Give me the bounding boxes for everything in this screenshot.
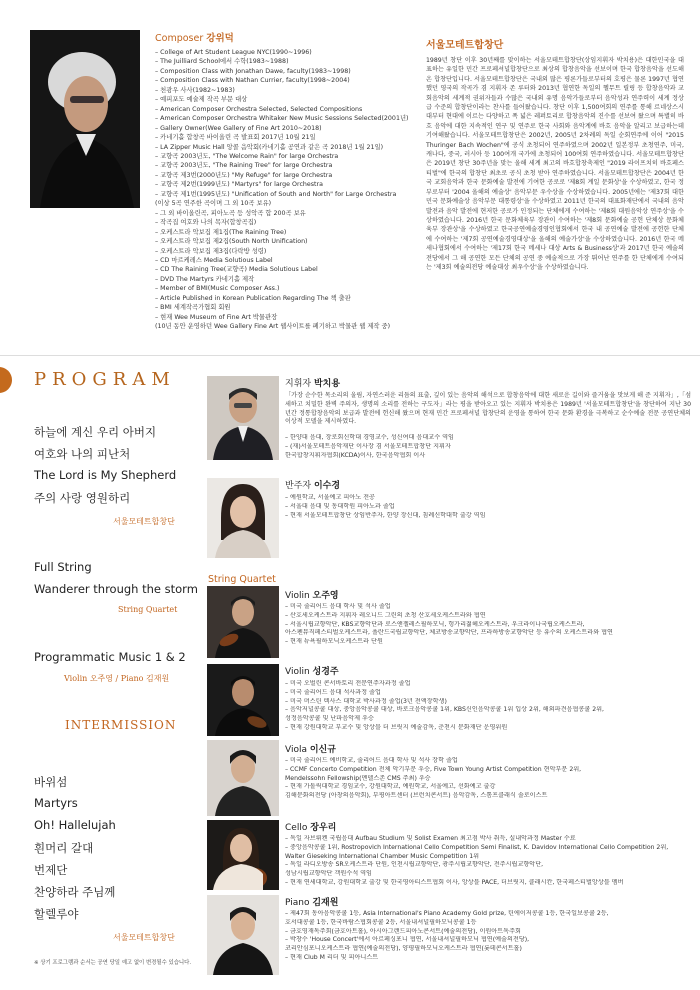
portrait-illustration — [207, 478, 279, 558]
performer-bio-item: – CCMF Concerto Competition 전체 악기부문 우승, Five Town Young Artist Competition 현악부문 2위, — [285, 765, 582, 773]
portrait-illustration — [207, 376, 279, 460]
violist-photo — [207, 740, 279, 816]
performer-role: Viola — [285, 745, 307, 755]
performer-name: 이신규 — [309, 745, 336, 755]
choir-heading: 서울모테트합창단 — [426, 40, 504, 51]
composer-bio-item: (10년 동안 운영하던 Wee Gallery Fine Art 웹사이트를 폐기하고 박물관 웹 제작 중) — [155, 323, 391, 331]
performer-heading — [285, 895, 338, 908]
accompanist-photo — [207, 478, 279, 558]
program-footnote: ※ 상기 프로그램과 순서는 공연 당일 예고 없이 변경될수 있습니다. — [34, 960, 192, 966]
performer-bio-item: – 현재 연세대학교, 강원대학교 출강 및 한국영아티스트협회 이사, 앙상블 PACE, 더브릿지, 클래시칸, 한국페스티벌앙상블 멤버 — [285, 878, 624, 886]
program-performer: Violin 오주영 / Piano 김재원 — [64, 674, 170, 683]
conductor-photo — [207, 376, 279, 460]
program-item: Oh! Hallelujah — [34, 818, 116, 832]
composer-bio-item: – 오케스트라 악보집 제1집(The Raining Tree) — [155, 228, 287, 236]
program-item: 흰머리 갈대 — [34, 841, 94, 855]
composer-heading — [155, 30, 234, 44]
pianist-photo — [207, 895, 279, 975]
performer-bio-item: – 음악저널콩쿨 대상, 중앙음악콩쿨 대상, 바로크음악콩쿨 1위, KBS신인음악콩쿨 1위 입상 2위, 해외파견음협콩쿨 2위, — [285, 706, 604, 714]
performer-bio-item: Mendelssohn Fellowship(멘델스존 CMS 주최) 우승 — [285, 774, 431, 782]
portrait-illustration — [207, 586, 279, 658]
composer-bio-item: – Composition Class with Jonathan Dawe, faculty(1983~1998) — [155, 67, 351, 75]
composer-bio-item: – American Composer Orchestra Selected, Selected Compositions — [155, 105, 363, 113]
composer-bio-item: – 천광우 사사(1982~1983) — [155, 86, 235, 94]
performer-bio-item: – 미국 오벌린 콘서바토리 전문연주자과정 졸업 — [285, 680, 411, 687]
performer-bio — [285, 680, 693, 733]
performer-bio-item: – 독일 라디오방송 SR오케스트라 단원, 인천시립교향악단, 광주시립교향악단, 전주시립교향악단, — [285, 861, 544, 869]
performer-name: 장우리 — [310, 823, 337, 833]
performer-bio-item: – 독일 자브뤼켄 국립음대 Aufbau Studium 및 Solist Examen 최고점 박사 취득, 실내악과정 Master 수료 — [285, 835, 576, 842]
composer-photo — [30, 30, 140, 208]
program-item: 번제단 — [34, 863, 68, 877]
string-quartet-heading: String Quartet — [208, 574, 276, 585]
performer-bio-item: – 서울시립교향악단, KBS교향악단과 로스앤젤레스필하모닉, 헝가리젊헤오케스트라, 우크라이나국립오케스트라, — [285, 620, 585, 628]
composer-bio-item: – CD 마르케레스 Media Solutious Label — [155, 256, 273, 264]
composer-portrait-illustration — [30, 30, 140, 208]
composer-bio-item: – LA Zipper Music Hall 앙콜 음악회(카네기홀 공연과 같은 곡 2018년 1월 21일) — [155, 143, 384, 151]
cellist-photo — [207, 820, 279, 890]
performer-paragraph: 「가장 순수한 목소리의 울림, 자연스러운 리듬의 표출, 깊이 있는 음악의 해석으로 합창음악에 대한 새로운 길이와 즐거움을 맛보게 해 준 지휘자」,「섬세하고 치밀한 완벽 주의자, 생명의 소리를 전하는 구도자」라는 평을 받아오고 있는 지휘자 박치용은 1989년 '서울모테트합창단'을 창단하여 지난 30년간 정통합창음악의 보급과 발전에 헌신해 왔으며 현재 민간 프로페셔널 합창단의 운영을 통하여 한국 문화 환경을 극복하고 순수예술 전문 공연단체의 이상적 모델을 제시하였다. — [285, 392, 691, 426]
program-item: 하늘에 계신 우리 아버지 — [34, 425, 157, 439]
composer-bio-item: – 교향곡 제3번(2000년도) "My Refuge" for large Orchestra — [155, 171, 333, 179]
performer-bio — [285, 757, 693, 801]
performer-bio-item: – 박창수 'House Concert'에서 아르페싱포니 협연, 서울내셔널필하모닉 협연(예술의전당), — [285, 936, 530, 944]
performer-bio-item: – 현재 서울모테트합창단 상임반주자, 한양 장신대, 침례신학대학 출강 역임 — [285, 511, 486, 519]
program-item: Martyrs — [34, 796, 78, 810]
performer-bio-item: – 미국 줄리어드 음대 학사 및 석사 졸업 — [285, 603, 391, 610]
performer-heading — [285, 664, 339, 677]
performer-heading — [285, 588, 339, 601]
program-item: 바위섬 — [34, 775, 68, 789]
composer-bio-item: – DVD The Martyrs 카네기홀 제작 — [155, 275, 255, 283]
performer-bio-item: 아스펜뮤직페스티벌오케스트라, 폴란드국립교향악단, 체코방송교향악단, 프라하방송교향악단 등 유수의 오케스트라와 협연 — [285, 629, 613, 637]
program-item: 주의 사랑 영원하리 — [34, 491, 131, 505]
performer-role: Piano — [285, 898, 310, 908]
composer-bio-item: – Gallery Owner(Wee Gallery of Fine Art 2010~2018) — [155, 124, 322, 132]
composer-bio-item: – The Juilliard School에서 수학(1983~1988) — [155, 58, 289, 66]
composer-name: 강위덕 — [206, 33, 234, 44]
performer-role: Cello — [285, 823, 308, 833]
composer-bio-item: – 그 외 바이올린곡, 피아노곡 등 성악곡 합 200곡 보유 — [155, 209, 306, 217]
performer-bio — [285, 835, 693, 888]
program-performer: String Quartet — [118, 605, 178, 614]
performer-heading — [285, 478, 340, 491]
composer-bio-item: – Member of BMI(Music Composer Ass.) — [155, 285, 280, 293]
performer-bio-item: – 중앙음악콩쿨 1위, Rostropovich International Cello Competition Semi Finalist, K. Davidov International Cello Competition 2위, — [285, 843, 669, 851]
composer-bio-item: – 작곡집 여호와 나의 목자(합창곡집) — [155, 219, 257, 227]
program-item: Wanderer through the storm — [34, 582, 198, 596]
program-performer: 서울모테트합창단 — [113, 517, 175, 526]
performer-bio — [285, 910, 693, 963]
performer-bio-item: – 미국 줄리어드 예비학교, 줄리어드 음대 학사 및 석사 장학 졸업 — [285, 757, 458, 764]
composer-bio-item: – BMI 세계작곡가협회 회원 — [155, 304, 231, 312]
composer-bio-item: – 교향곡 2003년도, "The Raining Tree" for large Orchestra — [155, 162, 333, 170]
performer-bio-item: – 한양대 음대, 장로회신학대 경영교수, 성신여대 음대교수 역임 — [285, 434, 454, 441]
performer-bio-item: 호서대콩쿨 1등, 한국바람스협회콩쿨 2등, 서울내셔널필하모닉콩쿨 1등 — [285, 918, 477, 926]
performer-bio-item: – 현재 Club M 리더 및 피아니스트 — [285, 953, 379, 961]
performer-bio-item: 성남시립교향악단 객원수석 역임 — [285, 870, 372, 878]
performer-bio-item: – 미국 줄리어드 음대 석사과정 졸업 — [285, 688, 381, 696]
performer-bio-item: – 제47회 동아음악콩쿨 1등, Asia International's Piano Academy Gold prize, 틴에이저콩쿨 1등, 한국일보콩쿨 2등, — [285, 910, 609, 917]
performer-bio-item: – 현재 강원대학교 부교수 및 앙상블 더 브릿지 예술감독, 춘천시 문화재단 운영위원 — [285, 723, 508, 731]
performer-role: Violin — [285, 591, 310, 601]
performer-role: 반주자 — [285, 481, 312, 491]
composer-heading-prefix: Composer — [155, 33, 204, 44]
composer-bio-item: (이상 5곡 연주한 곡이며 그 외 10곡 보유) — [155, 200, 272, 208]
performer-name: 김재원 — [312, 898, 339, 908]
portrait-illustration — [207, 820, 279, 890]
performer-bio-item: 김해문화의전당 (아창의음악회), 부평아트센터 (브런치콘서트) 음악감독, 스톰프클래식 솔로이스트 — [285, 792, 548, 800]
performer-bio-item: Walter Gieseking International Chamber Music Competition 1위 — [285, 852, 480, 860]
program-item: Programmatic Music 1 & 2 — [34, 650, 186, 664]
composer-bio-item: – 현재 Wee Museum of Fine Art 박물관장 — [155, 313, 278, 321]
performer-bio-item: 성정음악콩쿨 및 난파음악제 우승 — [285, 715, 374, 723]
program-item: Full String — [34, 560, 92, 574]
intermission-label: INTERMISSION — [65, 718, 177, 732]
performer-bio-item: – 금호영재독주회(금호아트홀), 아시아그랜드피아노콘서트(예술의전당), 이원아트독주회 — [285, 927, 521, 935]
performer-bio-item: 한국합창지휘자협회(KCDA)이사, 한국음악협회 이사 — [285, 451, 426, 459]
performer-bio-item: – 예원학교, 서울예고 피아노 전공 — [285, 494, 375, 501]
performer-name: 이수경 — [313, 481, 341, 491]
portrait-illustration — [207, 740, 279, 816]
program-item: 찬양하라 주님께 — [34, 885, 116, 899]
performer-bio-item: 코리안심포니오케스트라 협연(예술의전당), 양평필하모닉오케스트라 협연(롯데콘서트홀) — [285, 945, 522, 953]
program-dot-ornament — [0, 367, 12, 393]
composer-bio-item: – 교향곡 2003년도, "The Welcome Rain" for large Orchestra — [155, 152, 339, 160]
composer-bio-item: – 오케스트라 악보집 제2집(South North Unification) — [155, 238, 308, 246]
composer-bio-item: – College of Art Student League NYC(1990~1996) — [155, 49, 312, 56]
performer-name: 오주영 — [312, 591, 339, 601]
performer-bio-item: – 미국 머스틴 텍사스 대학교 박사과정 졸업(3년 전액장학생) — [285, 697, 447, 705]
performer-name: 박치용 — [313, 379, 341, 389]
program-performer: 서울모테트합창단 — [113, 933, 175, 942]
composer-bio-item: – 오케스트라 악보집 제3집(다락방 성령) — [155, 247, 267, 255]
composer-bio-item: – American Composer Orchestra Whitaker New Music Sessions Selected(2001년) — [155, 115, 409, 123]
portrait-illustration — [207, 664, 279, 736]
section-divider — [0, 355, 700, 356]
performer-heading — [285, 376, 340, 389]
choir-paragraph: 1989년 창단 이후 30년째를 맞이하는 서울모테트합창단(상임지휘자 박치용)은 대한민국을 대표하는 유일한 민간 프로페셔널합창단으로 최상의 합창음악을 선보이며 한국 합창음악을 선도해 온 합창단입니다. 서울모테트합창단은 국내외 많은 평론가들로부터의 호평은 물론 1997년 협연했던 영국의 작곡가 겸 지휘자 존 루터와 2013년 협연한 독일의 헬무트 릴링 등 합창음악과 교회음악의 세계적 권위자들과 수많은 국내외 유명 음악가들로부터 음악성과 연주력이 세계 정상급 수준의 합창단이라는 찬사를 들어왔습니다. 창단 이후 1,500여회의 연주를 통해 르네상스시대부터 현대에 이르는 다양하고 폭 넓은 레퍼토리로 합창음악의 진수를 선보여 왔으며 특별히 바흐 음악에 대한 지속적인 연구 및 연주로 한국 사회와 음악계에 바흐 음악을 알리고 보급하는데 기여해왔습니다. 서울모테트합창단은 2002년, 2005년 2차례의 독일 순회연주에 이어 "2015 Thuringer Bach Wochen"에 공식 초청되어 연주하였으며 2002년 일본정부 초청연주, 미국, 캐나다, 중국, 러시아 등 100여개 국가에 초청되어 100여회 연주하였습니다. 서울모테트합창단은 2019년 창단 30주년을 맞는 올해 세계 최고의 바흐합창축제인 "2019 라이프치히 바흐페스티벌"에 한국의 합창단 최초로 공식 초청 받아 연주하였습니다. 서울모테트합창단은 2004년 한국 교회음악과 한국 문화예술 발전에 기여한 공로로 '제8회 계일 문화상'을 수상하였고, 한국 정부로부터 '2004 올해의 예술상' 음악부문 우수상을 수상하였습니다. 2005년에는 '제37회 대한민국 문화예술상 음악부문 대통령상'을 수상하였고 2011년 한국의 대표화재단에서 국내의 음악발전과 음악 발전에 현저한 공로가 인정되는 단체에게 수여하는 '제8회 대원음악상 연주상'을 수상하였습니다. 2016년 한국 문화체육부 장관이 수여하는 '제8회 문화예술 공헌 단체상 문화체육부 장관상'을 수상하였고 한국공연예술경영인협회에서 한국 내 공연예술 발전에 공헌한 단체에 수여하는 '제7회 공연예술경영대상'을 올해의 예술가상'을 수상하였습니다. 2016년 한국 메세나협회에서 수여하는 '제17회 한국 메세나 대상 Arts & Business상'과 2017년 한국 예술의전당에서 그 해 공연한 모든 단체의 공연 중 예술적으로 가장 뛰어난 연주를 한 단체에게 수여되는 '제3회 예술의전당 예술대상 최우수상'을 수상하였습니다. — [426, 57, 684, 271]
performer-heading — [285, 820, 336, 833]
performer-bio-item: – 현재 뉴욕필하모닉오케스트라 단원 — [285, 638, 383, 646]
performer-bio-item: – 현재 가톨릭대학교 경임교수, 강원대학교, 예원학교, 서울예고, 선화예고 출강 — [285, 783, 496, 791]
violinist-photo — [207, 664, 279, 736]
portrait-illustration — [207, 895, 279, 975]
performer-role: 지휘자 — [285, 379, 312, 389]
composer-bio-item: – 교향곡 제2번(1999년도) "Martyrs" for large Orchestra — [155, 181, 323, 189]
program-item: 할렐루야 — [34, 907, 79, 921]
performer-bio-item: – (재)서울모테트음악재단 이사장 겸 서울모테트합창단 지휘자 — [285, 442, 451, 450]
performer-heading — [285, 742, 336, 755]
performer-name: 성경주 — [312, 667, 339, 677]
program-title: PROGRAM — [34, 369, 176, 390]
violinist-photo — [207, 586, 279, 658]
composer-bio-item: – 교향곡 제1번(1995년도) "Unification of South and North" for Large Orchestra — [155, 190, 397, 198]
performer-bio-item: – 서울대 음대 및 동대학원 피아노과 졸업 — [285, 502, 395, 510]
composer-bio-item: – 예피포도 예술제 작곡 부문 대상 — [155, 96, 248, 104]
performer-bio — [285, 603, 693, 647]
performer-bio — [285, 434, 693, 460]
composer-bio-item: – CD The Raining Tree(교향곡) Media Solutious Label — [155, 266, 318, 274]
composer-bio-item: – Composition Class with Nathan Currier, faculty(1998~2004) — [155, 77, 350, 85]
composer-bio-item: – Article Published in Korean Publication Regarding The 책 출판 — [155, 294, 351, 302]
performer-bio-item: – 산호세오케스트라 지휘자 레오니드 그린의 초청 산호세오케스트라와 협연 — [285, 611, 486, 619]
composer-bio-item: – 카네기홀 합창곡 바이올린 곡 발표회 2017년 10월 21일 — [155, 134, 316, 142]
program-item: 여호와 나의 피난처 — [34, 447, 131, 461]
performer-role: Violin — [285, 667, 310, 677]
composer-bio-list — [155, 48, 410, 332]
program-item: The Lord is My Shepherd — [34, 468, 177, 482]
performer-bio — [285, 494, 693, 520]
